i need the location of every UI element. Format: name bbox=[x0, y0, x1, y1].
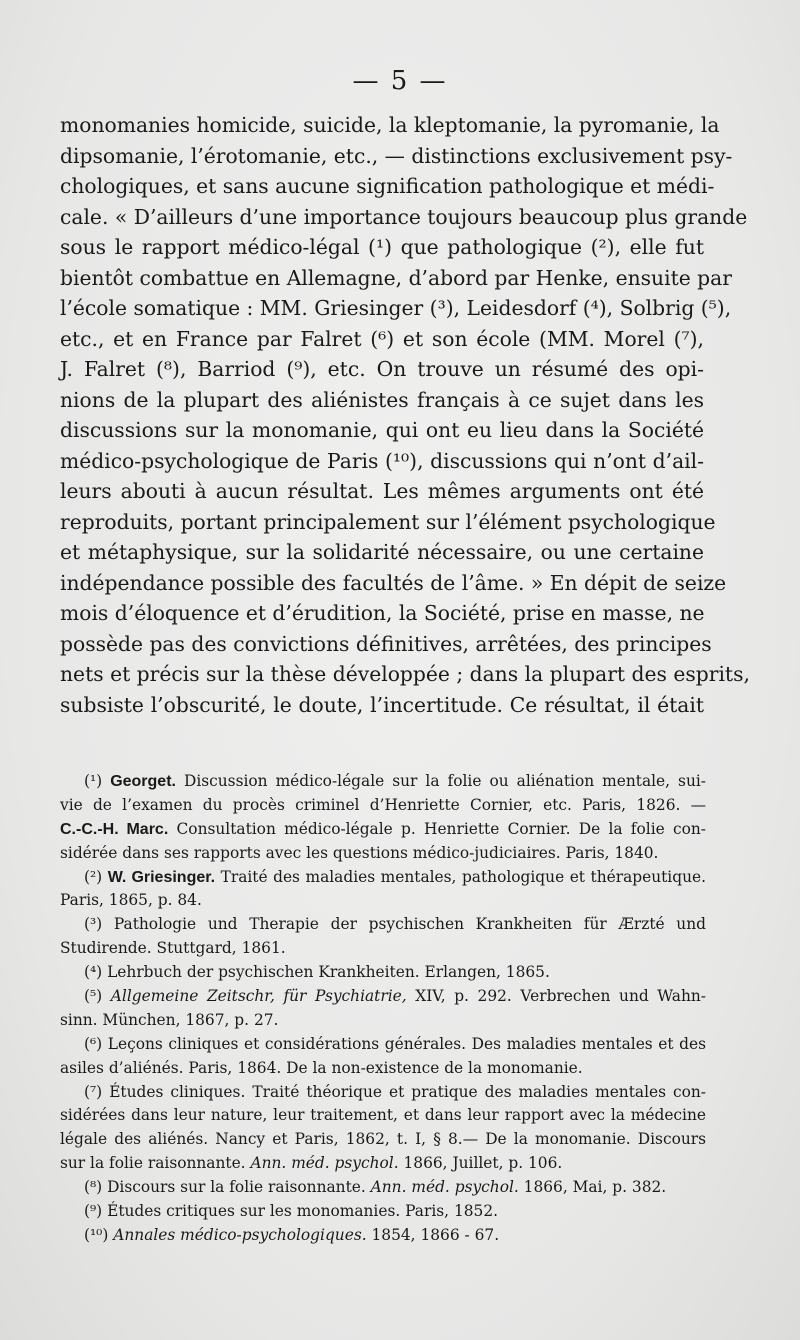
footnote-line bbox=[60, 1009, 706, 1033]
footnotes bbox=[60, 770, 706, 1248]
body-line: et métaphysique, sur la solidarité nécessaire, ou une certaine bbox=[60, 540, 704, 564]
footnote-pre: (⁶) bbox=[84, 1034, 108, 1053]
footnote-line bbox=[60, 961, 706, 985]
footnote-text: vie de l’examen du procès criminel d’Henriette Cornier, etc. Paris, 1826. — bbox=[60, 795, 706, 814]
footnote-line bbox=[60, 1081, 706, 1105]
body-line: indépendance possible des facultés de l’âme. » En dépit de seize bbox=[60, 570, 727, 595]
footnote-ital: Ann. méd. psychol. bbox=[250, 1154, 399, 1173]
footnote-text: Consultation médico-légale p. Henriette Cornier. De la folie con- bbox=[168, 819, 706, 838]
footnote bbox=[60, 913, 706, 961]
footnote bbox=[60, 1224, 706, 1248]
body-line: bientôt combattue en Allemagne, d’abord par Henke, ensuite par bbox=[60, 265, 732, 290]
footnote-line bbox=[60, 1033, 706, 1057]
footnote-text: Leçons cliniques et considérations générales. Des maladies mentales et des bbox=[107, 1034, 706, 1053]
footnote-line bbox=[60, 1128, 706, 1152]
footnote-pre: (⁹) bbox=[84, 1202, 108, 1221]
footnote-text: sur la folie raisonnante. bbox=[60, 1154, 251, 1173]
footnote-text2: 1866, Juillet, p. 106. bbox=[398, 1154, 563, 1173]
footnote-text: Études cliniques. Traité théorique et pratique des maladies mentales con- bbox=[109, 1082, 707, 1101]
body-line: mois d’éloquence et d’érudition, la Société, prise en masse, ne bbox=[60, 601, 705, 625]
footnote-line bbox=[60, 889, 706, 913]
body-line: cale. « D’ailleurs d’une importance toujours beaucoup plus grande bbox=[60, 204, 748, 229]
footnote-line bbox=[60, 913, 706, 937]
footnote-pre: (²) bbox=[84, 867, 108, 886]
footnote-text: Traité des maladies mentales, pathologique et thérapeutique. bbox=[215, 867, 706, 886]
footnote-text: Studirende. Stuttgard, 1861. bbox=[60, 939, 286, 958]
body-line: l’école somatique : MM. Griesinger (³), Leidesdorf (⁴), Solbrig (⁵), bbox=[60, 296, 732, 320]
footnote-line bbox=[60, 1057, 706, 1081]
body-line: J. Falret (⁸), Barriod (⁹), etc. On trouve un résumé des opi- bbox=[60, 357, 704, 381]
body-line: reproduits, portant principalement sur l’élément psychologique bbox=[60, 509, 716, 534]
footnote-line bbox=[60, 842, 706, 866]
footnote bbox=[60, 1176, 706, 1200]
body-line: médico-psychologique de Paris (¹⁰), discussions qui n’ont d’ail- bbox=[60, 448, 704, 473]
body-line: etc., et en France par Falret (⁶) et son école (MM. Morel (⁷), bbox=[60, 326, 704, 351]
footnote-author: W. Griesinger. bbox=[107, 868, 216, 886]
footnote-ital: Allgemeine Zeitschr, für Psychiatrie, bbox=[110, 987, 407, 1006]
footnote-line bbox=[60, 794, 706, 818]
footnote-text: Études critiques sur les monomanies. Paris, 1852. bbox=[107, 1202, 499, 1221]
body-line: monomanies homicide, suicide, la kleptomanie, la pyromanie, la bbox=[60, 113, 720, 137]
body-line: leurs abouti à aucun résultat. Les mêmes arguments ont été bbox=[60, 479, 704, 503]
footnote-text: sidérées dans leur nature, leur traitement, et dans leur rapport avec la médecine bbox=[60, 1106, 706, 1125]
footnote-author: C.-C.-H. Marc. bbox=[60, 820, 169, 838]
footnote bbox=[60, 961, 706, 985]
footnote-text: Lehrbuch der psychischen Krankheiten. Erlangen, 1865. bbox=[107, 963, 550, 982]
footnote bbox=[60, 1200, 706, 1224]
footnote-line bbox=[60, 770, 706, 794]
footnote bbox=[60, 985, 706, 1033]
footnote-line bbox=[60, 1176, 706, 1200]
footnote-ital: Ann. méd. psychol. bbox=[370, 1178, 519, 1197]
footnote-line bbox=[60, 1104, 706, 1128]
body-line: discussions sur la monomanie, qui ont eu lieu dans la Société bbox=[60, 418, 704, 442]
body-text bbox=[60, 110, 750, 720]
footnote-text: Discours sur la folie raisonnante. bbox=[107, 1178, 371, 1197]
body-line: nets et précis sur la thèse développée ; dans la plupart des esprits, bbox=[60, 662, 750, 686]
page-number: — 5 — bbox=[352, 66, 448, 96]
footnote-pre: (⁷) bbox=[84, 1082, 110, 1101]
footnote-line bbox=[60, 1200, 706, 1224]
footnote-line bbox=[60, 1152, 706, 1176]
footnote-line bbox=[60, 818, 706, 842]
footnote-author: Georget. bbox=[110, 773, 176, 790]
footnote bbox=[60, 1081, 706, 1177]
footnote bbox=[60, 866, 706, 914]
footnote-pre: (⁴) bbox=[84, 963, 108, 982]
footnote-text2: 1866, Mai, p. 382. bbox=[518, 1178, 667, 1197]
footnote-text: Discussion médico-légale sur la folie ou aliénation mentale, sui- bbox=[175, 772, 706, 790]
footnote bbox=[60, 770, 706, 866]
footnote-line bbox=[60, 937, 706, 961]
footnote-text: asiles d’aliénés. Paris, 1864. De la non-existence de la monomanie. bbox=[60, 1058, 583, 1077]
footnote-line bbox=[60, 985, 706, 1009]
footnote-pre: (¹) bbox=[84, 772, 111, 790]
body-line: possède pas des convictions définitives, arrêtées, des principes bbox=[60, 631, 712, 656]
footnote bbox=[60, 1033, 706, 1081]
body-line: sous le rapport médico-légal (¹) que pathologique (²), elle fut bbox=[60, 235, 704, 259]
footnote-line bbox=[60, 1224, 706, 1248]
body-line: nions de la plupart des aliénistes français à ce sujet dans les bbox=[60, 387, 704, 412]
footnote-ital: Annales médico-psychologiques. bbox=[113, 1225, 367, 1244]
footnote-pre: (¹⁰) bbox=[84, 1225, 114, 1244]
footnote-pre: (⁸) bbox=[84, 1178, 108, 1197]
footnote-text: XIV, p. 292. Verbrechen und Wahn- bbox=[406, 987, 706, 1006]
footnote-pre: (⁵) bbox=[84, 987, 111, 1006]
body-line: dipsomanie, l’érotomanie, etc., — distinctions exclusivement psy- bbox=[60, 143, 733, 168]
footnote-line bbox=[60, 866, 706, 890]
body-line: subsiste l’obscurité, le doute, l’incertitude. Ce résultat, il était bbox=[60, 692, 704, 717]
footnote-text: légale des aliénés. Nancy et Paris, 1862, t. I, § 8.— De la monomanie. Discours bbox=[60, 1130, 706, 1149]
footnote-text: Paris, 1865, p. 84. bbox=[60, 891, 202, 910]
footnote-text: sinn. München, 1867, p. 27. bbox=[60, 1010, 279, 1029]
footnote-text: Pathologie und Therapie der psychischen Krankheiten für Ærzté und bbox=[113, 915, 706, 934]
footnote-pre: (³) bbox=[84, 915, 114, 934]
footnote-text2: 1854, 1866 - 67. bbox=[366, 1225, 500, 1244]
body-line: chologiques, et sans aucune signification pathologique et médi- bbox=[60, 174, 715, 198]
footnote-text: sidérée dans ses rapports avec les questions médico-judiciaires. Paris, 1840. bbox=[60, 843, 659, 862]
